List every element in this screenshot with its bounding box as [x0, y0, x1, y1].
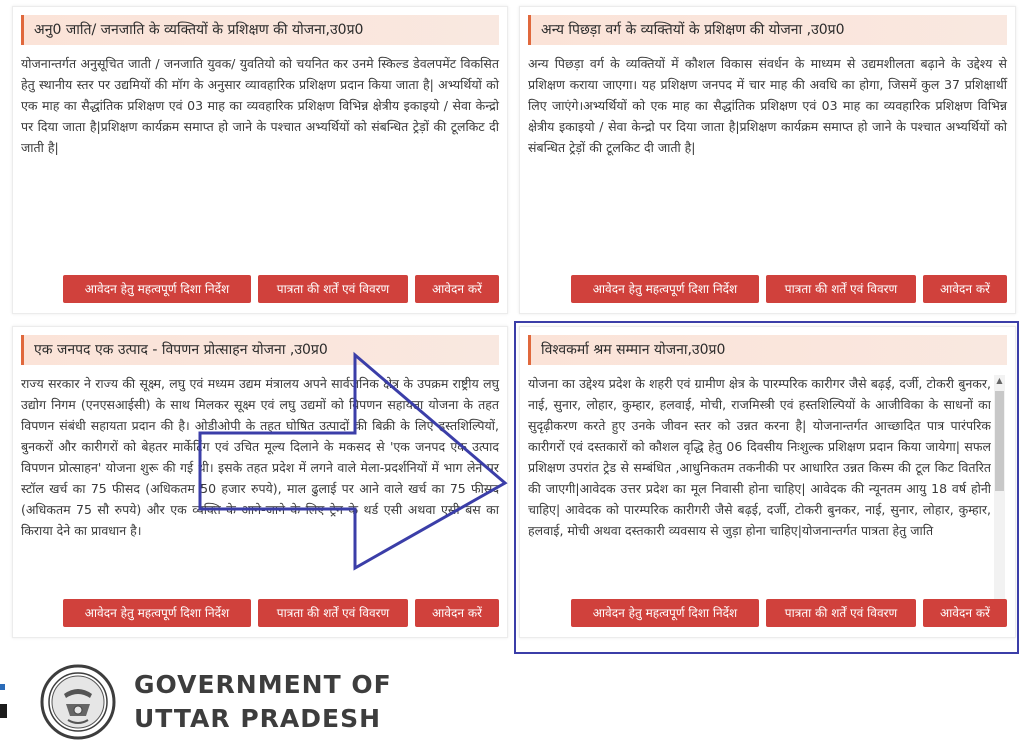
eligibility-button[interactable]: पात्रता की शर्तें एवं विवरण [258, 275, 408, 303]
footer-line-2: UTTAR PRADESH [134, 704, 382, 733]
apply-button[interactable]: आवेदन करें [923, 599, 1007, 627]
card-title: अनु0 जाति/ जनजाति के व्यक्तियों के प्रशिक्षण की योजना,उ0प्र0 [21, 15, 499, 45]
scheme-card-obc [519, 6, 1016, 314]
apply-button[interactable]: आवेदन करें [415, 599, 499, 627]
card-title: एक जनपद एक उत्पाद - विपणन प्रोत्साहन योजना ,उ0प्र0 [21, 335, 499, 365]
card-description-text: योजना का उद्देश्य प्रदेश के शहरी एवं ग्रामीण क्षेत्र के पारम्परिक कारीगर जैसे बढ़ई, दर्जी, टोकरी बुनकर, नाई, सुनार, लोहार, कुम्हार, हलवाई, मोची, राजमिस्त्री एवं हस्तशिल्पियों के आजीविका के साधनों का सुदृढ़ीकरण करते हुए उनके जीवन स्तर को उन्नत करना है| योजनान्तर्गत आच्छादित पात्र पारंपरिक कारीगरों एवं दस्तकारों को कौशल वृद्धि हेतु 06 दिवसीय निःशुल्क प्रशिक्षण प्रदान किया जायेगा| सफल प्रशिक्षण उपरांत ट्रेड से सम्बंधित ,आधुनिकतम तकनीकी पर आधारित उन्नत किस्म की टूल किट वितरित की जाएगी|आवेदक उत्तर प्रदेश का मूल निवासी होना चाहिए| आवेदक की न्यूनतम आयु 18 वर्ष होनी चाहिए| आवेदक को पारम्परिक कारीगरी जैसे बढ़ई, दर्जी, टोकरी बुनकर, नाई, सुनार, लोहार, कुम्हार, हलवाई, मोची अथवा दस्तकारी व्यवसाय से जुड़ा होना चाहिए|योजनान्तर्गत पात्रता हेतु जाति [528, 376, 991, 538]
card-description: योजनान्तर्गत अनुसूचित जाती / जनजाति युवक/ युवतियो को चयनित कर उनमे स्किल्ड डेवलपमेंट विकसित हेतु स्थानीय स्तर पर उद्यमियों की मॉग के अनुसार व्यावहारिक प्रशिक्षण प्रदान किया जाता है| अभ्यर्थियों को एक माह का सैद्धांतिक प्रशिक्षण एवं 03 माह का व्यवहारिक प्रशिक्षण विभिन्न क्षेत्रीय इकाइयो / सेवा केन्द्रो पर दिया जाता है|प्रशिक्षण कार्यक्रम समाप्त हो जाने के पश्चात अभ्यर्थियों को संबन्धित ट्रेड़ों की टूलकिट दी जाती है| [21, 56, 499, 155]
scheme-card-sc-st [12, 6, 508, 314]
card-actions [63, 599, 499, 627]
guidelines-button[interactable]: आवेदन हेतु महत्वपूर्ण दिशा निर्देश [63, 275, 251, 303]
guidelines-button[interactable]: आवेदन हेतु महत्वपूर्ण दिशा निर्देश [63, 599, 251, 627]
card-description: राज्य सरकार ने राज्य की सूक्ष्म, लघु एवं मध्यम उद्यम मंत्रालय अपने सार्वजनिक क्षेत्र के उपक्रम राष्ट्रीय लघु उद्योग निगम (एनएसआईसी) के साथ मिलकर सूक्ष्म एवं लघु उद्यमों को विपणन सहायता योजना के तहत विपणन संबंधी सहायता प्रदान की है। ओडीओपी के तहत घोषित उत्पादों की बिक्री के लिए हस्तशिल्पियों, बुनकरों और कारीगरों को बेहतर मार्केटिंग एवं उचित मूल्य दिलाने के मकसद से 'एक जनपद एक उत्पाद विपणन प्रोत्साहन' योजना शुरू की गई थी। इसके तहत प्रदेश में लगने वाले मेला-प्रदर्शनियों में भाग लेने पर स्टॉल खर्च का 75 फीसद (अधिकतम 50 हजार रुपये), माल ढुलाई पर आने वाले खर्च का 75 फीसद (अधिकतम 75 सौ रुपये) और एक व्यक्ति के आने-जाने के लिए ट्रेन के थर्ड एसी अथवा एसी बस का किराया देने का प्रावधान है। [21, 376, 499, 538]
guidelines-button[interactable]: आवेदन हेतु महत्वपूर्ण दिशा निर्देश [571, 599, 759, 627]
guidelines-button[interactable]: आवेदन हेतु महत्वपूर्ण दिशा निर्देश [571, 275, 759, 303]
eligibility-button[interactable]: पात्रता की शर्तें एवं विवरण [258, 599, 408, 627]
footer-line-1: GOVERNMENT OF [134, 670, 392, 699]
footer-branding [134, 668, 392, 736]
partial-logo-icon [0, 676, 8, 720]
eligibility-button[interactable]: पात्रता की शर्तें एवं विवरण [766, 599, 916, 627]
card-description: अन्य पिछड़ा वर्ग के व्यक्तियों में कौशल विकास संवर्धन के माध्यम से उद्यमशीलता बढ़ाने के उद्देश्य से प्रशिक्षण कराया जाएगा। यह प्रशिक्षण जनपद में चार माह की अवधि का होगा, जिसमें कुल 37 प्रशिक्षार्थी लिए जाएंगे।अभ्यर्थियों को एक माह का सैद्धांतिक प्रशिक्षण एवं 03 माह का व्यवहारिक प्रशिक्षण विभिन्न क्षेत्रीय इकाइयो / सेवा केन्द्रो पर दिया जाता है|प्रशिक्षण कार्यक्रम समाप्त हो जाने के पश्चात अभ्यर्थियों को संबन्धित ट्रेड़ों की टूलकिट दी जाती है| [528, 56, 1007, 155]
scheme-card-odop-marketing [12, 326, 508, 638]
card-title: अन्य पिछड़ा वर्ग के व्यक्तियों के प्रशिक्षण की योजना ,उ0प्र0 [528, 15, 1007, 45]
card-actions [63, 275, 499, 303]
card-title: विश्वकर्मा श्रम सम्मान योजना,उ0प्र0 [528, 335, 1007, 365]
apply-button[interactable]: आवेदन करें [923, 275, 1007, 303]
scroll-up-icon[interactable]: ▲ [996, 376, 1003, 385]
apply-button[interactable]: आवेदन करें [415, 275, 499, 303]
highlight-box [514, 321, 1019, 654]
government-emblem-icon [40, 664, 116, 740]
card-actions [571, 275, 1007, 303]
eligibility-button[interactable]: पात्रता की शर्तें एवं विवरण [766, 275, 916, 303]
